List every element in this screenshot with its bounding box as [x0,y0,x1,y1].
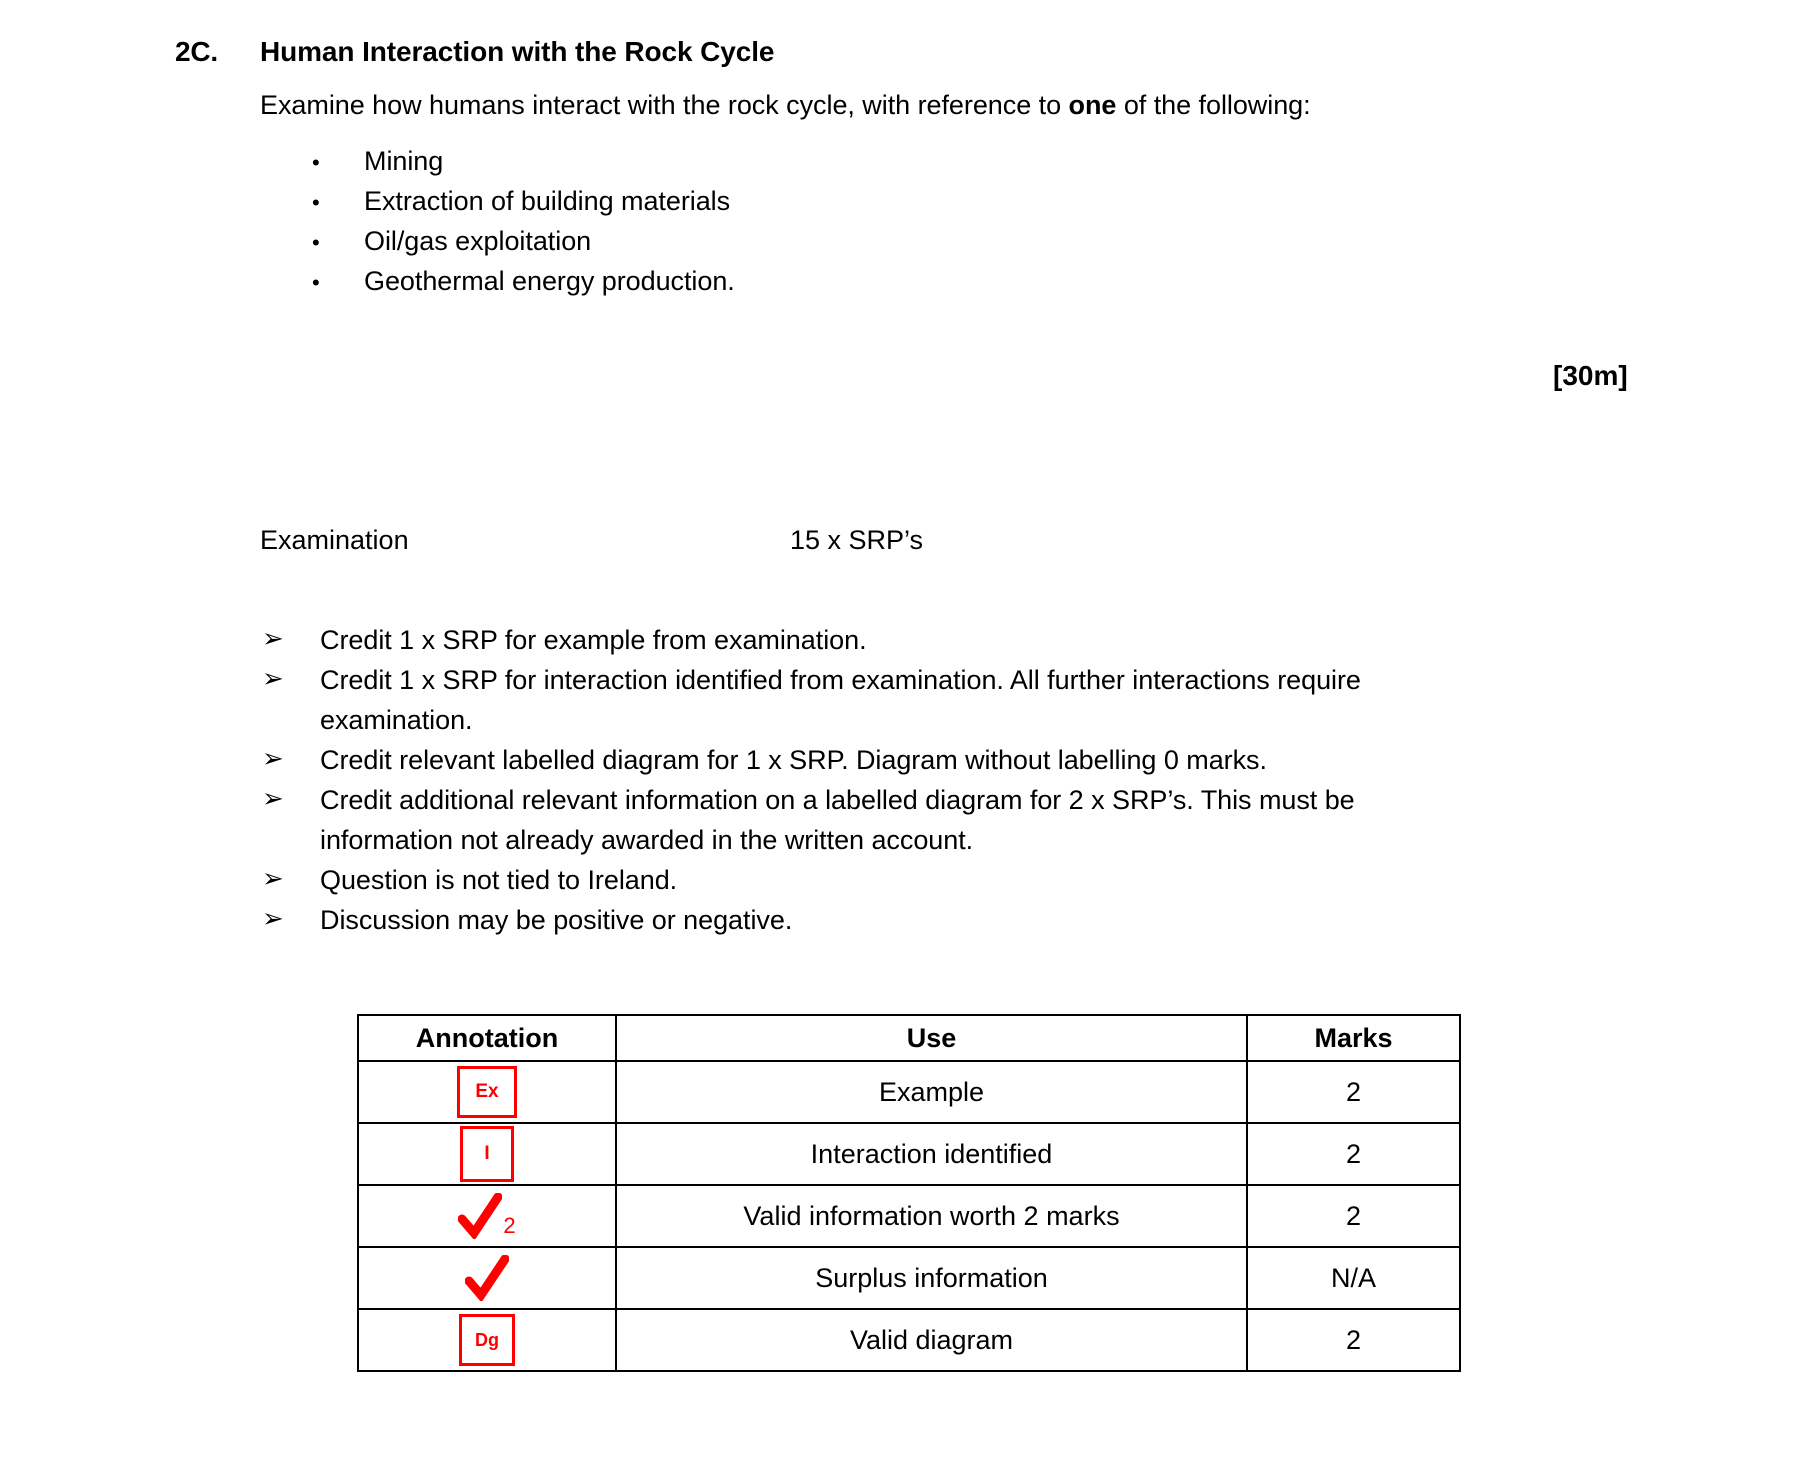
option-label: Extraction of building materials [364,186,731,216]
question-title: Human Interaction with the Rock Cycle [260,36,775,67]
table-header-row [358,1015,1460,1061]
marking-note: Credit 1 x SRP for interaction identified from examination. All further interactions require examination. [320,665,1361,735]
use-cell: Example [616,1061,1247,1123]
marking-srp-value: 15 x SRP’s [790,525,924,555]
list-item [312,266,735,306]
list-item [262,860,1662,900]
marks-cell: N/A [1247,1247,1460,1309]
check-mark-icon [465,1255,509,1301]
marks-cell: 2 [1247,1123,1460,1185]
annotation-tick [465,1255,509,1301]
arrow-bullet-icon: ➢ [262,904,284,934]
list-item [262,740,1662,780]
annotation-cell [358,1185,616,1247]
column-header-annotation: Annotation [358,1015,616,1061]
table-row [358,1123,1460,1185]
list-item [262,780,1662,860]
question-number: 2C. [175,36,218,67]
option-label: Geothermal energy production. [364,266,735,296]
annotation-cell [358,1247,616,1309]
option-label: Oil/gas exploitation [364,226,592,256]
list-item [312,226,735,266]
annotation-cell [358,1123,616,1185]
tick-subscript-label: 2 [503,1213,516,1238]
list-item [312,186,735,226]
annotation-ex-icon: Ex [457,1066,517,1118]
marking-note: Credit 1 x SRP for example from examination. [320,625,867,655]
check-mark-icon [458,1193,502,1239]
arrow-bullet-icon: ➢ [262,664,284,694]
annotation-cell [358,1309,616,1371]
use-cell: Interaction identified [616,1123,1247,1185]
marks-cell: 2 [1247,1309,1460,1371]
question-intro [260,90,1311,121]
table-row [358,1061,1460,1123]
marking-note: Question is not tied to Ireland. [320,865,678,895]
option-label: Mining [364,146,444,176]
option-bullet-list [312,146,735,306]
use-cell: Surplus information [616,1247,1247,1309]
annotation-diagram-icon: Dg [459,1314,515,1366]
use-cell: Valid information worth 2 marks [616,1185,1247,1247]
annotation-interaction-icon: I [460,1126,514,1182]
list-item [312,146,735,186]
arrow-bullet-icon: ➢ [262,744,284,774]
marks-cell: 2 [1247,1061,1460,1123]
intro-emphasis: one [1068,90,1117,120]
bullet-dot-icon: • [312,230,320,255]
table-row [358,1185,1460,1247]
column-header-use: Use [616,1015,1247,1061]
marking-note: Discussion may be positive or negative. [320,905,793,935]
arrow-bullet-icon: ➢ [262,864,284,894]
intro-suffix: of the following: [1116,90,1311,120]
use-cell: Valid diagram [616,1309,1247,1371]
marking-note: Credit additional relevant information on a labelled diagram for 2 x SRP’s. This must be information not already awarded in the written account. [320,785,1355,855]
list-item [262,900,1662,940]
annotation-tick-with-count [458,1193,515,1239]
arrow-bullet-icon: ➢ [262,624,284,654]
table-row [358,1309,1460,1371]
annotation-table [357,1014,1461,1372]
marking-note: Credit relevant labelled diagram for 1 x SRP. Diagram without labelling 0 marks. [320,745,1267,775]
marks-cell: 2 [1247,1185,1460,1247]
intro-prefix: Examine how humans interact with the rock cycle, with reference to [260,90,1069,120]
question-heading [175,36,774,68]
list-item [262,620,1662,660]
bullet-dot-icon: • [312,190,320,215]
arrow-bullet-icon: ➢ [262,784,284,814]
bullet-dot-icon: • [312,270,320,295]
question-marks: [30m] [1553,360,1628,391]
marking-section-label: Examination [260,525,409,555]
list-item [262,660,1662,740]
bullet-dot-icon: • [312,150,320,175]
table-row [358,1247,1460,1309]
annotation-cell [358,1061,616,1123]
column-header-marks: Marks [1247,1015,1460,1061]
marking-notes-list [262,620,1662,940]
